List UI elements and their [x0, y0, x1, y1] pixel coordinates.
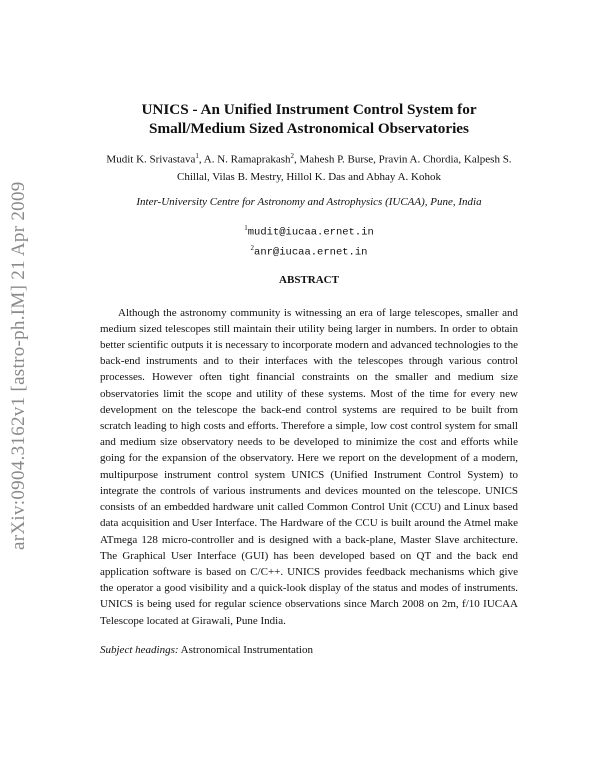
- subject-headings-label: Subject headings:: [100, 643, 179, 656]
- author-list: Mudit K. Srivastava$^1$, A. N. Ramaprakash$^2$, Mahesh P. Burse, Pravin A. Chordia, Kalpesh S. Chillal, Vilas B. Mestry, Hillol K. Das and Abhay A. Kohok: [106, 152, 512, 183]
- email-list: [100, 220, 518, 261]
- email-line: [100, 220, 518, 241]
- email-mark: 1: [244, 223, 248, 232]
- arxiv-identifier-stamp: arXiv:0904.3162v1 [astro-ph.IM] 21 Apr 2009: [8, 181, 29, 550]
- abstract-heading: ABSTRACT: [279, 273, 339, 286]
- affiliation: Inter-University Centre for Astronomy and Astrophysics (IUCAA), Pune, India: [136, 195, 482, 208]
- email-line: [100, 240, 518, 261]
- subject-headings: [100, 644, 518, 656]
- subject-headings-value: Astronomical Instrumentation: [180, 643, 313, 656]
- author-name: Mudit K. Srivastava: [106, 153, 196, 166]
- author-footnote-mark: 1: [195, 152, 199, 160]
- author-names-rest: , Mahesh P. Burse, Pravin A. Chordia, Kalpesh S. Chillal, Vilas B. Mestry, Hillol K. Das and Abhay A. Kohok: [177, 153, 512, 183]
- email-address[interactable]: anr@iucaa.ernet.in: [254, 246, 368, 259]
- author-name: A. N. Ramaprakash: [203, 153, 291, 166]
- paper-title: UNICS - An Unified Instrument Control System for Small/Medium Sized Astronomical Observatories: [141, 101, 477, 137]
- email-mark: 2: [250, 244, 255, 253]
- email-address[interactable]: mudit@iucaa.ernet.in: [247, 226, 374, 239]
- paper-page: [100, 100, 518, 656]
- author-footnote-mark: 2: [290, 152, 295, 160]
- abstract-text: Although the astronomy community is witnessing an era of large telescopes, smaller and medium sized telescopes still maintain their utility being larger in numbers. In order to obtain better scientific outputs it is necessary to incorporate modern and advanced technologies to the back-end instruments and to their interfaces with the telescopes through various control processes. However often tight financial constraints on the smaller and medium size observatories limit the scope and utility of these systems. Most of the time for every new development on the telescope the back-end control systems are required to be built from scratch leading to high costs and efforts. Therefore a simple, low cost control system for small and medium size observatory needs to be developed to minimize the cost and efforts while going for the expansion of the observatory. Here we report on the development of a modern, multipurpose instrument control system UNICS (Unified Instrument Control System) to integrate the controls of various instruments and devices mounted on the telescope. UNICS consists of an embedded hardware unit called Common Control Unit (CCU) and Linux based data acquisition and User Interface. The Hardware of the CCU is built around the Atmel make ATmega 128 micro-controller and is designed with a back-plane, Master Slave architecture. The Graphical User Interface (GUI) has been developed based on QT and the back end application software is based on C/C++. UNICS provides feedback mechanisms which give the operator a good visibility and a quick-look display of the status and modes of instruments. UNICS is being used for regular science observations since March 2008 on 2m, f/10 IUCAA Telescope located at Girawali, Pune India.: [100, 306, 518, 627]
